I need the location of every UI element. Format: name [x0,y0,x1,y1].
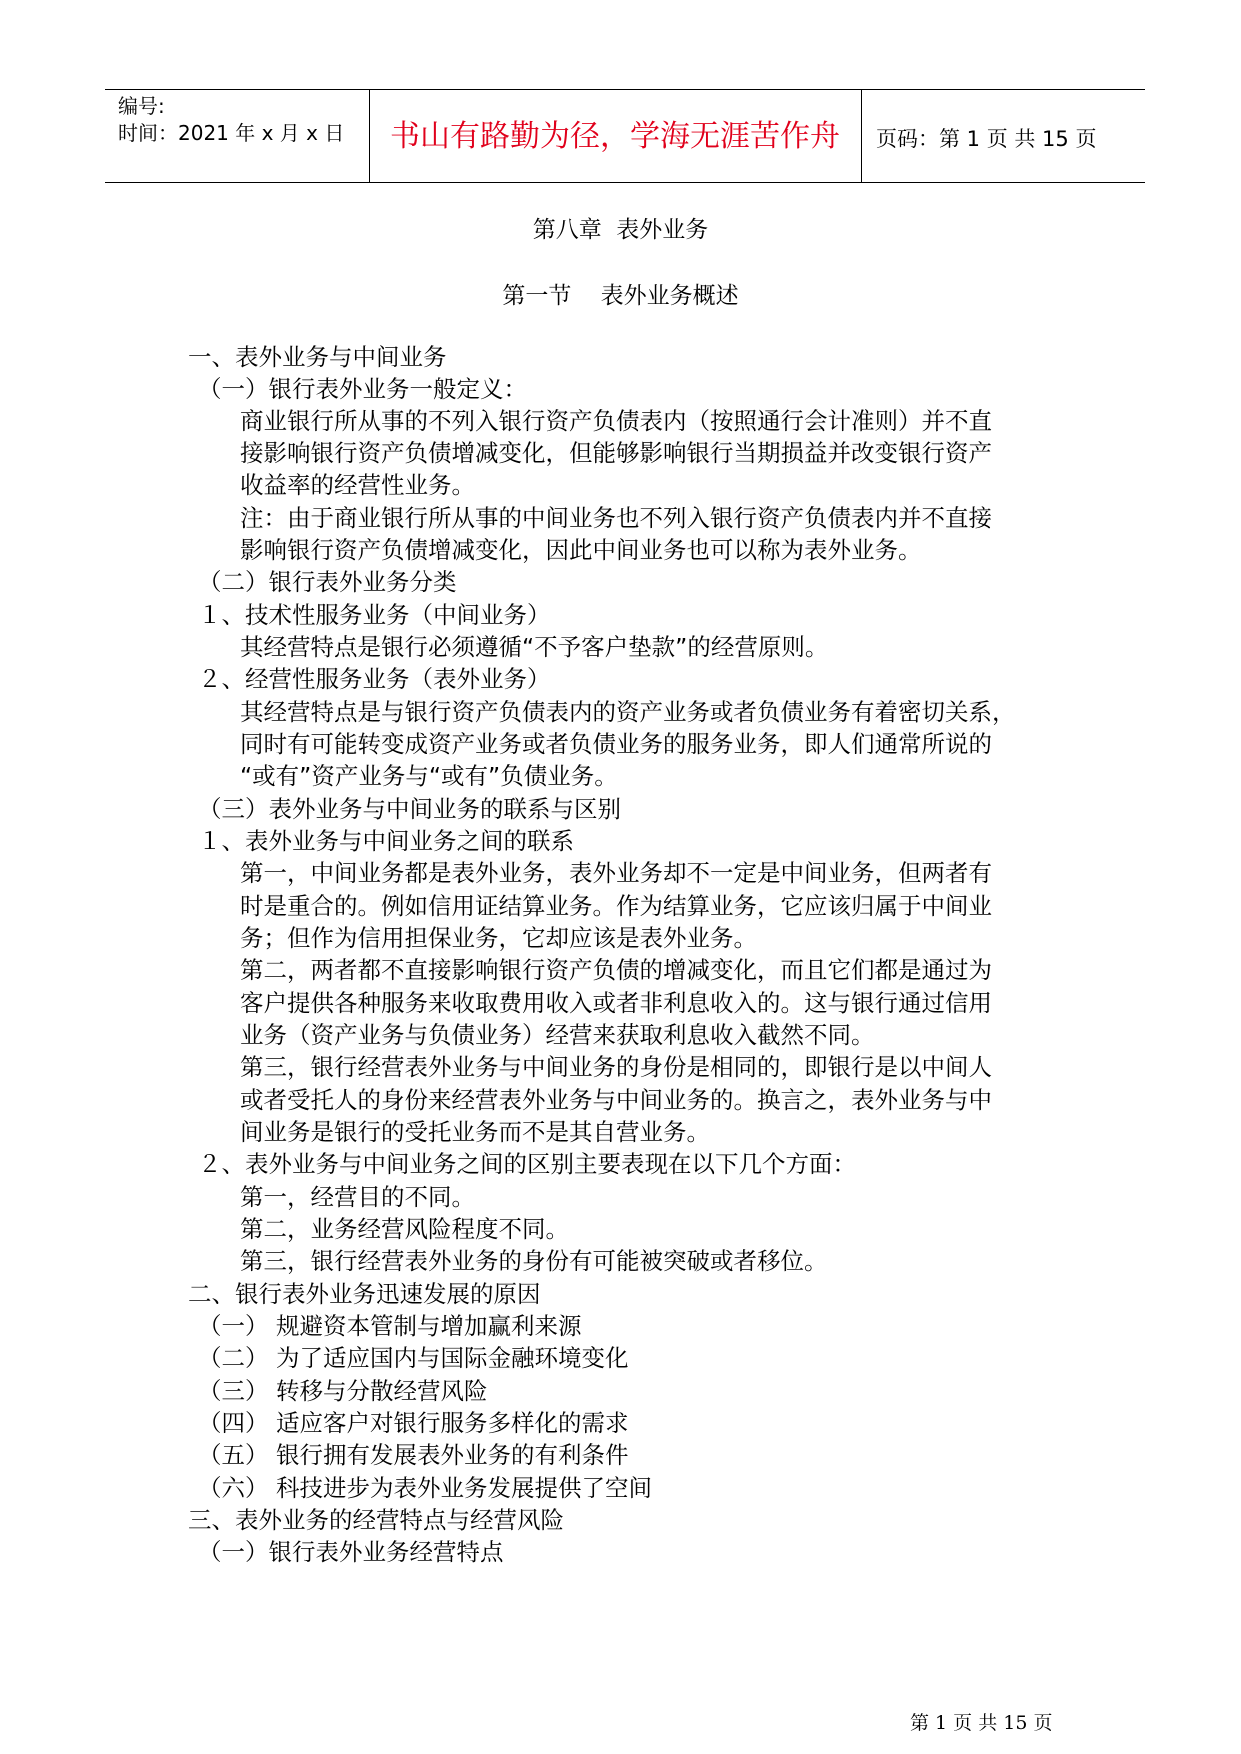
body-line: 三、表外业务的经营特点与经营风险 [188,1506,564,1534]
body-line: 第三，银行经营表外业务的身份有可能被突破或者移位。 [240,1247,828,1275]
body-line: 间业务是银行的受托业务而不是其自营业务。 [240,1118,710,1146]
body-line: 第一，经营目的不同。 [240,1183,475,1211]
body-line: “或有”资产业务与“或有”负债业务。 [240,762,618,790]
body-line: 第二，业务经营风险程度不同。 [240,1215,569,1243]
body-line: 注：由于商业银行所从事的中间业务也不列入银行资产负债表内并不直接 [240,504,992,532]
header-time-label: 时间：2021 年 x 月 x 日 [118,121,345,145]
section-title: 第一节 表外业务概述 [502,283,739,309]
body-line: （二） 为了适应国内与国际金融环境变化 [198,1344,629,1372]
chapter-title: 第八章 表外业务 [532,217,709,243]
body-line: 第三，银行经营表外业务与中间业务的身份是相同的，即银行是以中间人 [240,1053,992,1081]
body-line: 一、表外业务与中间业务 [188,343,447,371]
body-line: （六） 科技进步为表外业务发展提供了空间 [198,1474,652,1502]
body-line: 同时有可能转变成资产业务或者负债业务的服务业务，即人们通常所说的 [240,730,992,758]
body-line: ２、表外业务与中间业务之间的区别主要表现在以下几个方面： [198,1150,856,1178]
body-line: 务；但作为信用担保业务，它却应该是表外业务。 [240,924,757,952]
header-bottom-rule [105,182,1145,183]
body-line: 第二，两者都不直接影响银行资产负债的增减变化，而且它们都是通过为 [240,956,992,984]
body-line: 接影响银行资产负债增减变化，但能够影响银行当期损益并改变银行资产 [240,439,992,467]
header-divider-right [861,89,862,182]
body-line: （三） 转移与分散经营风险 [198,1377,488,1405]
page-footer: 第 1 页 共 15 页 [910,1712,1053,1734]
body-line: （一）银行表外业务经营特点 [198,1538,504,1566]
body-line: （一）银行表外业务一般定义： [198,375,527,403]
body-line: １、表外业务与中间业务之间的联系 [198,827,574,855]
body-line: （二）银行表外业务分类 [198,568,457,596]
body-line: 收益率的经营性业务。 [240,471,475,499]
body-line: 或者受托人的身份来经营表外业务与中间业务的。换言之，表外业务与中 [240,1086,992,1114]
body-line: 客户提供各种服务来收取费用收入或者非利息收入的。这与银行通过信用 [240,989,992,1017]
body-line: １、技术性服务业务（中间业务） [198,601,551,629]
body-line: 时是重合的。例如信用证结算业务。作为结算业务，它应该归属于中间业 [240,892,992,920]
body-line: 商业银行所从事的不列入银行资产负债表内（按照通行会计准则）并不直 [240,407,992,435]
body-line: （三）表外业务与中间业务的联系与区别 [198,795,621,823]
body-line: （四） 适应客户对银行服务多样化的需求 [198,1409,629,1437]
body-line: 其经营特点是与银行资产负债表内的资产业务或者负债业务有着密切关系， [240,698,1016,726]
header-motto: 书山有路勤为径，学海无涯苦作舟 [390,119,840,154]
header-top-rule [105,89,1145,90]
header-serial-label: 编号: [118,94,165,118]
body-line: （五） 银行拥有发展表外业务的有利条件 [198,1441,629,1469]
body-line: 第一，中间业务都是表外业务，表外业务却不一定是中间业务，但两者有 [240,859,992,887]
body-line: ２、经营性服务业务（表外业务） [198,665,551,693]
body-line: 二、银行表外业务迅速发展的原因 [188,1280,541,1308]
body-line: 影响银行资产负债增减变化，因此中间业务也可以称为表外业务。 [240,536,922,564]
body-line: 业务（资产业务与负债业务）经营来获取利息收入截然不同。 [240,1021,875,1049]
body-line: （一） 规避资本管制与增加赢利来源 [198,1312,582,1340]
header-page-info: 页码：第 1 页 共 15 页 [876,127,1097,151]
body-line: 其经营特点是银行必须遵循“不予客户垫款”的经营原则。 [240,633,829,661]
